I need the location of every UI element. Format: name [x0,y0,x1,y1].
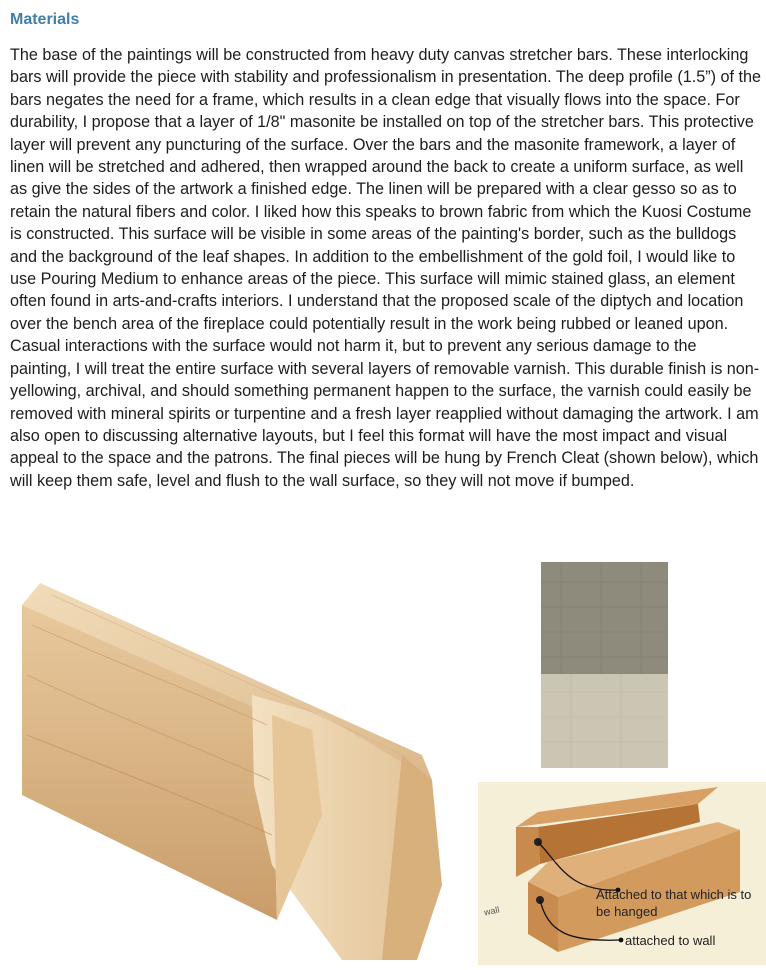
wall-label: wall [483,904,501,918]
linen-swatch-image [541,562,668,768]
cleat-label-hanged: Attached to that which is to be hanged [596,887,752,919]
cleat-label-wall: attached to wall [625,933,716,948]
section-paragraph: The base of the paintings will be constructed from heavy duty canvas stretcher bars. These interlocking bars will provide the piece with stability and professionalism in presentation. The deep profile (1.5”) of the bars negates the need for a frame, which results in a clean edge that visually flows into the space. For durability, I propose that a layer of 1/8" masonite be installed on top of the stretcher bars. This protective layer will prevent any puncturing of the surface. Over the bars and the masonite framework, a layer of linen will be stretched and adhered, then wrapped around the back to create a uniform surface, as well as give the sides of the artwork a finished edge. The linen will be prepared with a clear gesso so as to retain the natural fibers and color. I liked how this speaks to brown fabric from which the Kuosi Costume is constructed. This surface will be visible in some areas of the painting's border, such as the bulldogs and the background of the leaf shapes. In addition to the embellishment of the gold foil, I would like to use Pouring Medium to enhance areas of the piece. This surface will mimic stained glass, an element often found in arts-and-crafts interiors. I understand that the proposed scale of the diptych and location over the bench area of the fireplace could potentially result in the work being rubbed or leaned upon. Casual interactions with the surface would not harm it, but to prevent any serious damage to the painting, I will treat the entire surface with several layers of removable varnish. This durable finish is non-yellowing, archival, and should something permanent happen to the surface, the varnish could easily be removed with mineral spirits or turpentine and a fresh layer reapplied without damaging the artwork. I am also open to discussing alternative layouts, but I feel this format will have the most impact and visual appeal to the space and the patrons. The final pieces will be hung by French Cleat (shown below), which will keep them safe, level and flush to the wall surface, so they will not move if bumped. [10,46,762,490]
section-heading: Materials [10,11,80,28]
stretcher-bars-image [22,565,452,960]
french-cleat-diagram [478,782,766,965]
